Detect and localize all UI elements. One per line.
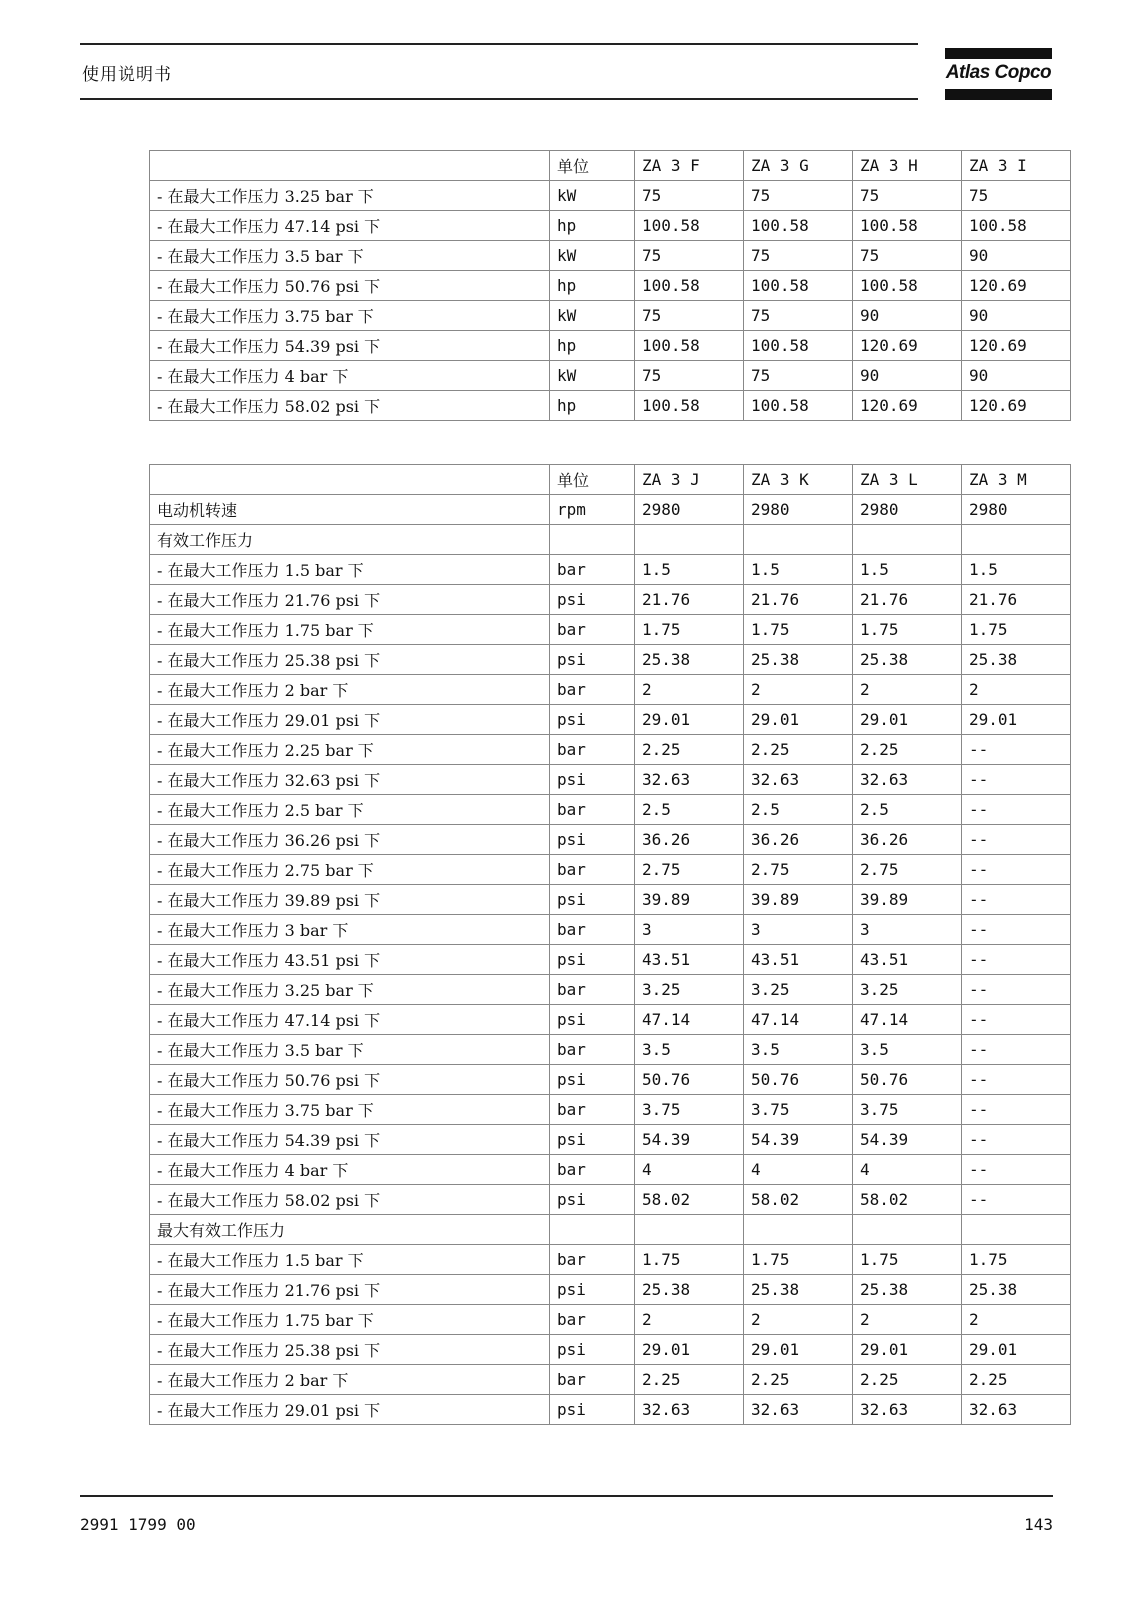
table-row	[150, 1365, 1071, 1395]
logo-bar-top	[945, 48, 1052, 59]
table-header-row	[150, 151, 1071, 181]
value-cell: 1.75	[635, 1245, 744, 1275]
value-cell: 29.01	[962, 1335, 1071, 1365]
header-rule-bottom	[80, 98, 918, 100]
table-row	[150, 1065, 1071, 1095]
row-label-cell: - 在最大工作压力 3.25 bar 下	[150, 975, 550, 1005]
value-cell: 75	[744, 301, 853, 331]
value-cell: 2.75	[744, 855, 853, 885]
value-cell: 1.75	[635, 615, 744, 645]
row-label-cell: - 在最大工作压力 21.76 psi 下	[150, 1275, 550, 1305]
table-row	[150, 975, 1071, 1005]
unit-cell: psi	[550, 1335, 635, 1365]
table-row	[150, 271, 1071, 301]
value-cell: --	[962, 765, 1071, 795]
table-header-row	[150, 465, 1071, 495]
value-cell	[635, 1215, 744, 1245]
row-label-cell: - 在最大工作压力 21.76 psi 下	[150, 585, 550, 615]
value-cell: 1.75	[853, 1245, 962, 1275]
value-cell: 21.76	[635, 585, 744, 615]
value-cell: 75	[635, 181, 744, 211]
value-cell: 32.63	[635, 1395, 744, 1425]
row-label-cell: - 在最大工作压力 3 bar 下	[150, 915, 550, 945]
value-cell: 32.63	[744, 1395, 853, 1425]
value-cell: 3	[744, 915, 853, 945]
value-cell: 47.14	[853, 1005, 962, 1035]
value-cell: 29.01	[635, 1335, 744, 1365]
row-label-cell: - 在最大工作压力 47.14 psi 下	[150, 1005, 550, 1035]
logo-bar-bottom	[945, 89, 1052, 100]
atlas-copco-logo	[945, 48, 1052, 100]
row-label-cell: - 在最大工作压力 25.38 psi 下	[150, 1335, 550, 1365]
value-cell	[744, 525, 853, 555]
value-cell: --	[962, 975, 1071, 1005]
table-row	[150, 705, 1071, 735]
row-label-cell: - 在最大工作压力 2.5 bar 下	[150, 795, 550, 825]
table-row	[150, 1275, 1071, 1305]
row-label-cell: - 在最大工作压力 1.75 bar 下	[150, 1305, 550, 1335]
table-row	[150, 1395, 1071, 1425]
value-cell: 90	[962, 241, 1071, 271]
unit-cell: psi	[550, 885, 635, 915]
value-cell: 39.89	[853, 885, 962, 915]
document-title: 使用说明书	[82, 65, 172, 85]
value-cell: --	[962, 885, 1071, 915]
value-cell: 25.38	[962, 1275, 1071, 1305]
value-cell	[853, 1215, 962, 1245]
table-row	[150, 1155, 1071, 1185]
value-cell: 39.89	[635, 885, 744, 915]
row-label-cell: - 在最大工作压力 36.26 psi 下	[150, 825, 550, 855]
unit-cell: psi	[550, 825, 635, 855]
value-cell: 3.5	[853, 1035, 962, 1065]
table-row	[150, 675, 1071, 705]
value-cell: 29.01	[635, 705, 744, 735]
value-cell: 25.38	[744, 645, 853, 675]
table-row	[150, 331, 1071, 361]
unit-cell: hp	[550, 271, 635, 301]
unit-cell: bar	[550, 555, 635, 585]
value-cell: 1.75	[962, 615, 1071, 645]
table-row	[150, 1125, 1071, 1155]
header-rule-top	[80, 43, 918, 45]
row-label-cell: - 在最大工作压力 29.01 psi 下	[150, 705, 550, 735]
value-cell: 2.25	[635, 1365, 744, 1395]
row-label-cell: - 在最大工作压力 2.75 bar 下	[150, 855, 550, 885]
value-cell: 75	[853, 181, 962, 211]
table-row	[150, 211, 1071, 241]
unit-cell: bar	[550, 1035, 635, 1065]
unit-cell: psi	[550, 645, 635, 675]
value-cell: 2	[744, 675, 853, 705]
value-cell: --	[962, 1125, 1071, 1155]
value-cell: 2	[962, 675, 1071, 705]
table-row	[150, 525, 1071, 555]
row-label-cell: - 在最大工作压力 39.89 psi 下	[150, 885, 550, 915]
unit-cell: bar	[550, 1155, 635, 1185]
row-label-cell: - 在最大工作压力 1.5 bar 下	[150, 1245, 550, 1275]
value-cell: 3.75	[853, 1095, 962, 1125]
row-label-cell: - 在最大工作压力 3.75 bar 下	[150, 301, 550, 331]
table-row	[150, 181, 1071, 211]
value-cell: 43.51	[635, 945, 744, 975]
value-cell: 1.75	[744, 615, 853, 645]
value-cell: 25.38	[635, 645, 744, 675]
value-cell: 75	[853, 241, 962, 271]
footer-rule	[80, 1495, 1053, 1497]
value-cell: 2	[635, 675, 744, 705]
logo-text: Atlas Copco	[945, 62, 1052, 83]
table-row	[150, 1245, 1071, 1275]
value-cell: --	[962, 795, 1071, 825]
value-cell: 4	[635, 1155, 744, 1185]
value-cell: 58.02	[853, 1185, 962, 1215]
value-cell: 2.25	[635, 735, 744, 765]
value-cell: 75	[744, 241, 853, 271]
row-label-cell: - 在最大工作压力 54.39 psi 下	[150, 331, 550, 361]
table-row	[150, 585, 1071, 615]
value-cell: 100.58	[635, 331, 744, 361]
table-row	[150, 1095, 1071, 1125]
value-cell: 1.75	[853, 615, 962, 645]
value-cell: 120.69	[853, 391, 962, 421]
value-cell: 2980	[744, 495, 853, 525]
header-cell-model: ZA 3 G	[744, 151, 853, 181]
value-cell: 50.76	[853, 1065, 962, 1095]
table-row	[150, 1005, 1071, 1035]
value-cell: 4	[744, 1155, 853, 1185]
value-cell: 29.01	[744, 705, 853, 735]
value-cell	[744, 1215, 853, 1245]
value-cell: 25.38	[744, 1275, 853, 1305]
value-cell: --	[962, 1065, 1071, 1095]
value-cell: 2980	[635, 495, 744, 525]
row-label-cell: - 在最大工作压力 47.14 psi 下	[150, 211, 550, 241]
unit-cell: kW	[550, 181, 635, 211]
value-cell	[962, 1215, 1071, 1245]
row-label-cell: - 在最大工作压力 3.25 bar 下	[150, 181, 550, 211]
value-cell: 75	[635, 361, 744, 391]
value-cell: 32.63	[853, 765, 962, 795]
value-cell: 29.01	[744, 1335, 853, 1365]
value-cell: 29.01	[853, 705, 962, 735]
unit-cell: kW	[550, 361, 635, 391]
document-number: 2991 1799 00	[80, 1515, 196, 1534]
table-row	[150, 645, 1071, 675]
row-label-cell: - 在最大工作压力 29.01 psi 下	[150, 1395, 550, 1425]
value-cell: 43.51	[853, 945, 962, 975]
value-cell: 2.5	[635, 795, 744, 825]
table-row	[150, 241, 1071, 271]
row-label-cell: 最大有效工作压力	[150, 1215, 550, 1245]
value-cell: 120.69	[962, 331, 1071, 361]
value-cell: 36.26	[635, 825, 744, 855]
header-cell-model: ZA 3 F	[635, 151, 744, 181]
header-cell-unit: 单位	[550, 151, 635, 181]
value-cell: 120.69	[962, 271, 1071, 301]
table-row	[150, 885, 1071, 915]
header-cell-model: ZA 3 L	[853, 465, 962, 495]
header-cell-model: ZA 3 K	[744, 465, 853, 495]
value-cell: 47.14	[744, 1005, 853, 1035]
unit-cell: bar	[550, 855, 635, 885]
value-cell	[962, 525, 1071, 555]
value-cell: 2.25	[962, 1365, 1071, 1395]
unit-cell: bar	[550, 615, 635, 645]
unit-cell: psi	[550, 585, 635, 615]
row-label-cell: - 在最大工作压力 2 bar 下	[150, 1365, 550, 1395]
header-cell-blank	[150, 465, 550, 495]
row-label-cell: - 在最大工作压力 3.75 bar 下	[150, 1095, 550, 1125]
value-cell: 100.58	[744, 211, 853, 241]
value-cell: --	[962, 1185, 1071, 1215]
value-cell: 29.01	[853, 1335, 962, 1365]
unit-cell: hp	[550, 211, 635, 241]
row-label-cell: - 在最大工作压力 54.39 psi 下	[150, 1125, 550, 1155]
value-cell: 100.58	[744, 271, 853, 301]
value-cell: --	[962, 855, 1071, 885]
unit-cell	[550, 525, 635, 555]
unit-cell: hp	[550, 331, 635, 361]
value-cell: 25.38	[853, 1275, 962, 1305]
value-cell	[853, 525, 962, 555]
table-row	[150, 1035, 1071, 1065]
value-cell: 1.5	[853, 555, 962, 585]
table-row	[150, 945, 1071, 975]
value-cell: 4	[853, 1155, 962, 1185]
value-cell: 32.63	[744, 765, 853, 795]
value-cell: 100.58	[853, 211, 962, 241]
header-cell-model: ZA 3 H	[853, 151, 962, 181]
value-cell: 100.58	[635, 271, 744, 301]
unit-cell: hp	[550, 391, 635, 421]
value-cell: 32.63	[853, 1395, 962, 1425]
value-cell: 75	[635, 241, 744, 271]
page-number: 143	[1024, 1515, 1053, 1534]
value-cell: 120.69	[853, 331, 962, 361]
header-cell-model: ZA 3 M	[962, 465, 1071, 495]
table-row	[150, 301, 1071, 331]
value-cell: 75	[744, 181, 853, 211]
table-row	[150, 391, 1071, 421]
unit-cell: psi	[550, 705, 635, 735]
table-row	[150, 825, 1071, 855]
unit-cell: psi	[550, 765, 635, 795]
value-cell: 2980	[962, 495, 1071, 525]
row-label-cell: - 在最大工作压力 4 bar 下	[150, 1155, 550, 1185]
value-cell: 36.26	[853, 825, 962, 855]
table-row	[150, 1335, 1071, 1365]
value-cell: 21.76	[962, 585, 1071, 615]
value-cell: 1.75	[962, 1245, 1071, 1275]
table-row	[150, 555, 1071, 585]
value-cell: 32.63	[635, 765, 744, 795]
unit-cell: psi	[550, 1185, 635, 1215]
value-cell: 1.5	[635, 555, 744, 585]
value-cell: 2	[635, 1305, 744, 1335]
table-row	[150, 735, 1071, 765]
value-cell: 100.58	[635, 391, 744, 421]
row-label-cell: - 在最大工作压力 3.5 bar 下	[150, 1035, 550, 1065]
value-cell: 43.51	[744, 945, 853, 975]
value-cell: 120.69	[962, 391, 1071, 421]
row-label-cell: - 在最大工作压力 2 bar 下	[150, 675, 550, 705]
value-cell: 2	[853, 675, 962, 705]
value-cell: 58.02	[635, 1185, 744, 1215]
value-cell: 3.5	[744, 1035, 853, 1065]
value-cell: 21.76	[853, 585, 962, 615]
row-label-cell: - 在最大工作压力 58.02 psi 下	[150, 1185, 550, 1215]
table-row	[150, 915, 1071, 945]
value-cell: 2.25	[853, 1365, 962, 1395]
row-label-cell: - 在最大工作压力 50.76 psi 下	[150, 1065, 550, 1095]
row-label-cell: - 在最大工作压力 58.02 psi 下	[150, 391, 550, 421]
value-cell: 29.01	[962, 705, 1071, 735]
value-cell: 54.39	[853, 1125, 962, 1155]
value-cell: 2.25	[744, 735, 853, 765]
value-cell: 39.89	[744, 885, 853, 915]
row-label-cell: - 在最大工作压力 2.25 bar 下	[150, 735, 550, 765]
table-row	[150, 795, 1071, 825]
header-cell-model: ZA 3 I	[962, 151, 1071, 181]
table-row	[150, 1215, 1071, 1245]
row-label-cell: - 在最大工作压力 25.38 psi 下	[150, 645, 550, 675]
unit-cell: psi	[550, 1395, 635, 1425]
value-cell	[635, 525, 744, 555]
value-cell: 21.76	[744, 585, 853, 615]
value-cell: 2	[744, 1305, 853, 1335]
value-cell: 3.5	[635, 1035, 744, 1065]
value-cell: 90	[853, 301, 962, 331]
value-cell: 32.63	[962, 1395, 1071, 1425]
value-cell: 100.58	[744, 331, 853, 361]
unit-cell: psi	[550, 1065, 635, 1095]
header-cell-model: ZA 3 J	[635, 465, 744, 495]
value-cell: 3	[635, 915, 744, 945]
value-cell: 100.58	[853, 271, 962, 301]
value-cell: 3.25	[635, 975, 744, 1005]
table-row	[150, 615, 1071, 645]
value-cell: --	[962, 1035, 1071, 1065]
power-spec-table	[149, 150, 1071, 421]
value-cell: 54.39	[635, 1125, 744, 1155]
value-cell: 2.25	[744, 1365, 853, 1395]
value-cell: 2.5	[853, 795, 962, 825]
unit-cell: bar	[550, 1305, 635, 1335]
value-cell: --	[962, 825, 1071, 855]
value-cell: --	[962, 1155, 1071, 1185]
value-cell: 2.25	[853, 735, 962, 765]
value-cell: 58.02	[744, 1185, 853, 1215]
value-cell: 1.5	[962, 555, 1071, 585]
row-label-cell: - 在最大工作压力 1.75 bar 下	[150, 615, 550, 645]
value-cell: 2	[853, 1305, 962, 1335]
unit-cell: psi	[550, 1125, 635, 1155]
table-row	[150, 765, 1071, 795]
value-cell: 2.75	[635, 855, 744, 885]
value-cell: 3.25	[853, 975, 962, 1005]
unit-cell: kW	[550, 241, 635, 271]
row-label-cell: - 在最大工作压力 50.76 psi 下	[150, 271, 550, 301]
table-row	[150, 361, 1071, 391]
value-cell: 75	[744, 361, 853, 391]
unit-cell: bar	[550, 1365, 635, 1395]
value-cell: 75	[635, 301, 744, 331]
unit-cell: bar	[550, 1245, 635, 1275]
value-cell: 2.5	[744, 795, 853, 825]
unit-cell: bar	[550, 975, 635, 1005]
value-cell: 25.38	[853, 645, 962, 675]
header-cell-unit: 单位	[550, 465, 635, 495]
value-cell: 90	[962, 301, 1071, 331]
header-cell-blank	[150, 151, 550, 181]
row-label-cell: 电动机转速	[150, 495, 550, 525]
value-cell: 54.39	[744, 1125, 853, 1155]
unit-cell: bar	[550, 675, 635, 705]
unit-cell: psi	[550, 1275, 635, 1305]
table-row	[150, 1185, 1071, 1215]
pressure-spec-table	[149, 464, 1071, 1425]
row-label-cell: 有效工作压力	[150, 525, 550, 555]
unit-cell: bar	[550, 1095, 635, 1125]
value-cell: 47.14	[635, 1005, 744, 1035]
value-cell: 2.75	[853, 855, 962, 885]
row-label-cell: - 在最大工作压力 43.51 psi 下	[150, 945, 550, 975]
value-cell: 3.75	[744, 1095, 853, 1125]
unit-cell: rpm	[550, 495, 635, 525]
value-cell: 100.58	[962, 211, 1071, 241]
value-cell: 50.76	[635, 1065, 744, 1095]
value-cell: 3	[853, 915, 962, 945]
value-cell: --	[962, 735, 1071, 765]
value-cell: 90	[853, 361, 962, 391]
value-cell: 100.58	[744, 391, 853, 421]
value-cell: 25.38	[635, 1275, 744, 1305]
unit-cell: bar	[550, 915, 635, 945]
value-cell: 3.75	[635, 1095, 744, 1125]
row-label-cell: - 在最大工作压力 1.5 bar 下	[150, 555, 550, 585]
row-label-cell: - 在最大工作压力 32.63 psi 下	[150, 765, 550, 795]
value-cell: --	[962, 915, 1071, 945]
row-label-cell: - 在最大工作压力 4 bar 下	[150, 361, 550, 391]
unit-cell: bar	[550, 735, 635, 765]
value-cell: 1.75	[744, 1245, 853, 1275]
value-cell: 50.76	[744, 1065, 853, 1095]
unit-cell: kW	[550, 301, 635, 331]
unit-cell: bar	[550, 795, 635, 825]
value-cell: 25.38	[962, 645, 1071, 675]
value-cell: 1.5	[744, 555, 853, 585]
unit-cell	[550, 1215, 635, 1245]
table-row	[150, 1305, 1071, 1335]
value-cell: 2	[962, 1305, 1071, 1335]
unit-cell: psi	[550, 1005, 635, 1035]
row-label-cell: - 在最大工作压力 3.5 bar 下	[150, 241, 550, 271]
table-row	[150, 495, 1071, 525]
value-cell: 100.58	[635, 211, 744, 241]
value-cell: --	[962, 1095, 1071, 1125]
table-row	[150, 855, 1071, 885]
value-cell: 36.26	[744, 825, 853, 855]
value-cell: --	[962, 1005, 1071, 1035]
value-cell: 75	[962, 181, 1071, 211]
value-cell: 2980	[853, 495, 962, 525]
value-cell: 90	[962, 361, 1071, 391]
unit-cell: psi	[550, 945, 635, 975]
value-cell: --	[962, 945, 1071, 975]
value-cell: 3.25	[744, 975, 853, 1005]
